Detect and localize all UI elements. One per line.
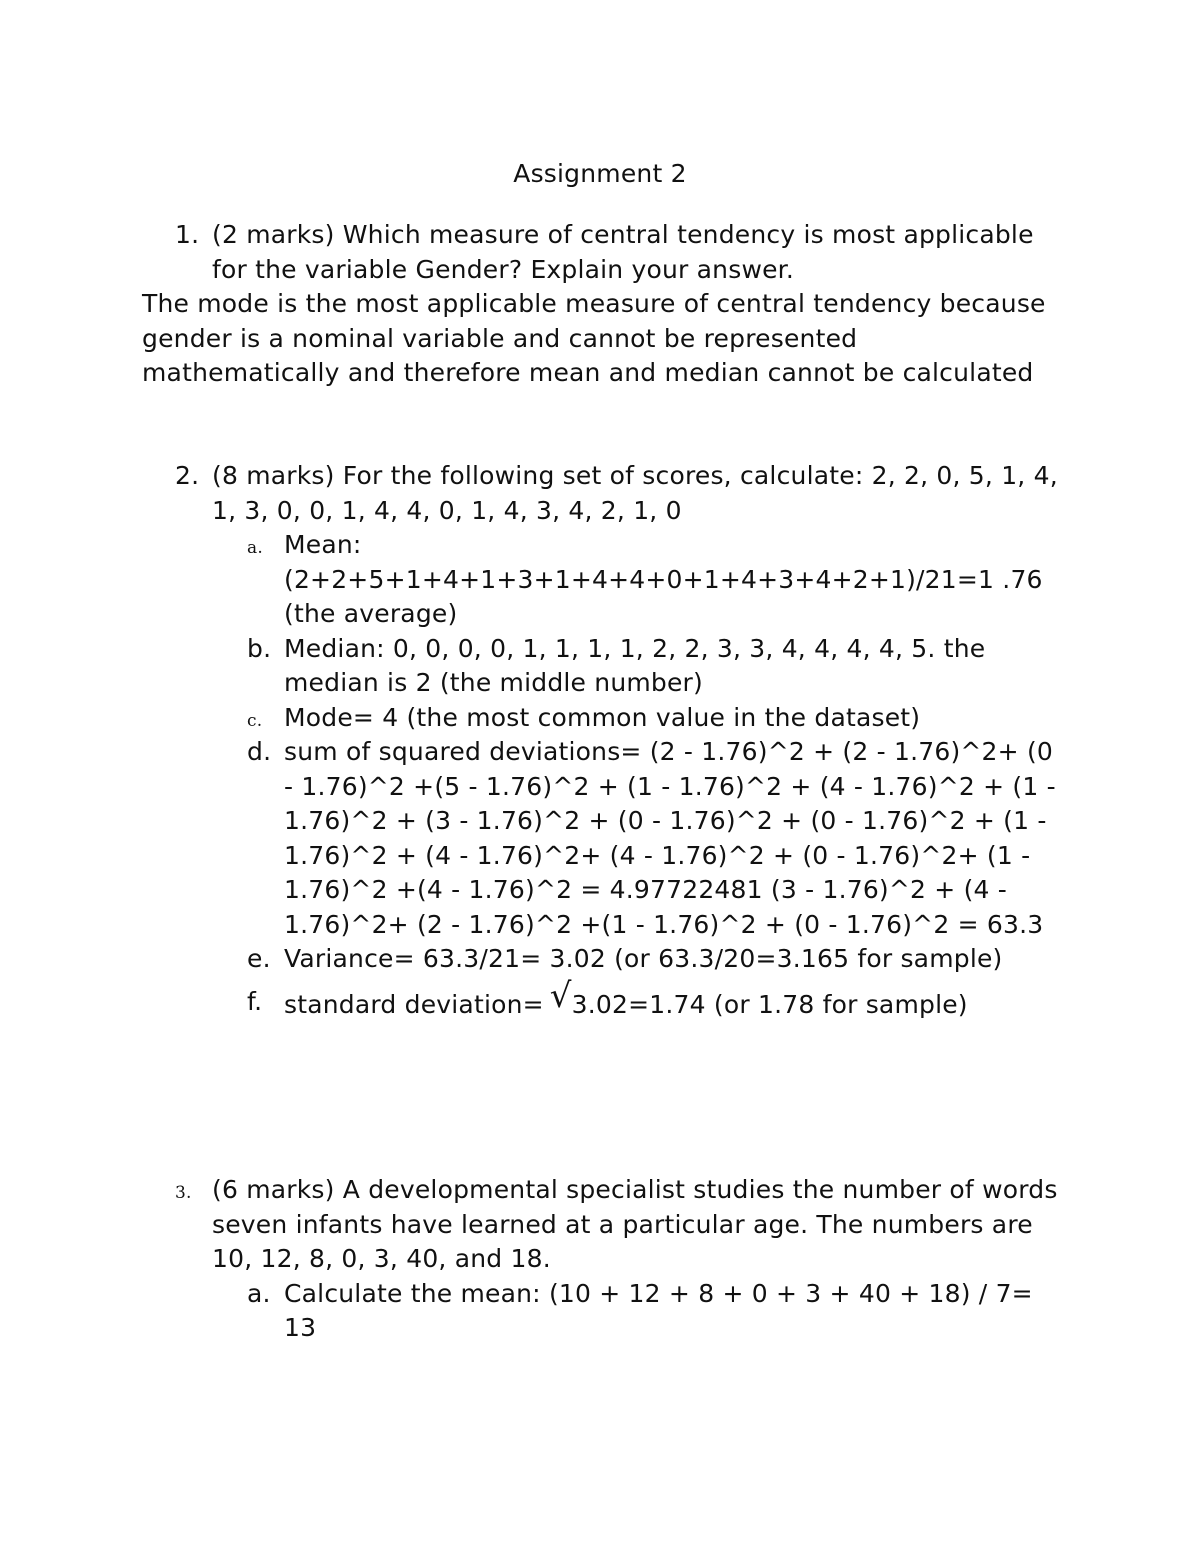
item-letter: a. [247, 538, 263, 558]
item-text: Calculate the mean: (10 + 12 + 8 + 0 + 3 + 40 + 18) / 7= 13 [284, 1278, 1033, 1342]
question-3-text: (6 marks) A developmental specialist studies the number of words seven infants have learned at a particular age. The numbers are 10, 12, 8, 0, 3, 40, and 18. [212, 1175, 1058, 1273]
question-2-item-c [247, 701, 1062, 736]
question-3-number: 3. [175, 1183, 192, 1203]
question-3 [175, 1173, 1065, 1346]
item-text-after: 3.02=1.74 (or 1.78 for sample) [571, 989, 968, 1019]
page-title: Assignment 2 [513, 159, 687, 188]
item-letter: e. [247, 944, 271, 973]
item-letter: f. [247, 986, 263, 1016]
question-2-item-b [247, 632, 1062, 701]
question-2-text: (8 marks) For the following set of scores, calculate: 2, 2, 0, 5, 1, 4, 1, 3, 0, 0, 1, 4, 4, 0, 1, 4, 3, 4, 2, 1, 0 [212, 461, 1058, 525]
question-3-item-a [247, 1277, 1062, 1346]
item-letter: a. [247, 1278, 271, 1308]
question-2-item-a [247, 528, 1062, 632]
item-letter: d. [247, 737, 272, 766]
item-letter: b. [247, 633, 272, 663]
item-text: Median: 0, 0, 0, 0, 1, 1, 1, 1, 2, 2, 3, 3, 4, 4, 4, 4, 5. the median is 2 (the middle number) [284, 633, 986, 697]
square-root-icon: √ [549, 975, 572, 1016]
question-2 [175, 459, 1065, 1022]
item-text [284, 975, 1062, 1023]
item-text-before: standard deviation= [284, 989, 544, 1019]
item-text: Variance= 63.3/21= 3.02 (or 63.3/20=3.165 for sample) [284, 944, 1003, 973]
item-letter: c. [247, 710, 263, 731]
question-1-text: (2 marks) Which measure of central tendency is most applicable for the variable Gender? Explain your answer. [212, 220, 1034, 284]
item-text: Mode= 4 (the most common value in the dataset) [284, 702, 921, 732]
item-text: sum of squared deviations= (2 - 1.76)^2 + (2 - 1.76)^2+ (0 - 1.76)^2 +(5 - 1.76)^2 + (1 - 1.76)^2 + (4 - 1.76)^2 + (1 - 1.76)^2 + (3 - 1.76)^2 + (0 - 1.76)^2 + (0 - 1.76)^2 + (1 - 1.76)^2 + (4 - 1.76)^2+ (4 - 1.76)^2 + (0 - 1.76)^2+ (1 - 1.76)^2 +(4 - 1.76)^2 = 4.97722481 (3 - 1.76)^2 + (4 - 1.76)^2+ (2 - 1.76)^2 +(1 - 1.76)^2 + (0 - 1.76)^2 = 63.3 [284, 737, 1056, 939]
question-2-item-d [247, 735, 1062, 942]
question-1-number: 1. [175, 220, 200, 249]
question-1 [175, 218, 1065, 287]
question-2-item-f [247, 975, 1062, 1023]
question-1-answer: The mode is the most applicable measure of central tendency because gender is a nominal variable and cannot be represented mathematically and therefore mean and median cannot be calculated [142, 289, 1046, 387]
item-text: Mean: (2+2+5+1+4+1+3+1+4+4+0+1+4+3+4+2+1)/21=1 .76 (the average) [284, 530, 1043, 628]
question-2-number: 2. [175, 461, 200, 490]
question-2-item-e [247, 942, 1062, 977]
